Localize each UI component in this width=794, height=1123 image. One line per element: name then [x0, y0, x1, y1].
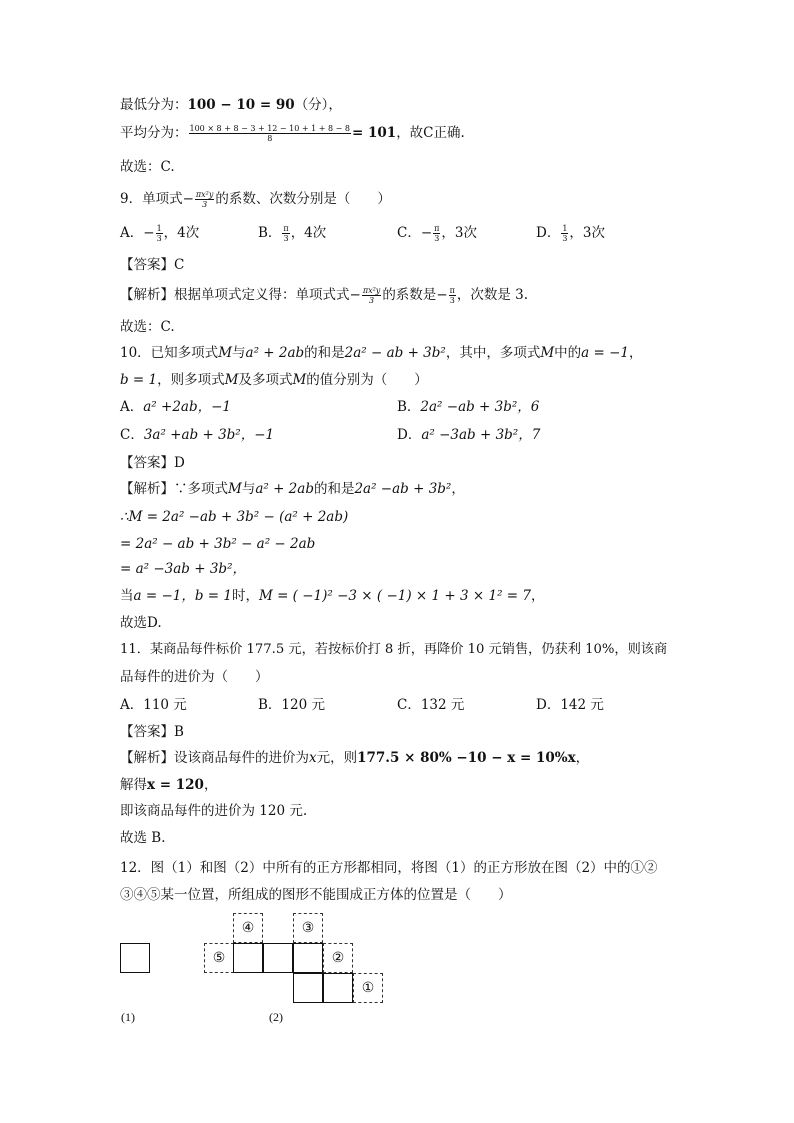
text: ，其中，多项式 [445, 345, 541, 361]
fraction [433, 224, 440, 243]
answer: 【答案】B [120, 724, 184, 740]
fraction [156, 224, 163, 243]
math: x [309, 750, 317, 766]
math: M [228, 481, 242, 497]
question-10-line1 [120, 344, 643, 362]
math: M = ( −1)² −3 × ( −1) × 1 + 3 × 1² = 7 [258, 588, 531, 604]
text: 【解析】设该商品每件的进价为 [120, 750, 309, 766]
math: M [292, 372, 307, 388]
option-b [397, 398, 539, 416]
text: A．− [120, 225, 155, 241]
text: A． [120, 399, 144, 415]
question-11-line1: 11．某商品每件标价 177.5 元，若按标价打 8 折，再降价 10 元销售，仍获利 10%，则该商 [120, 642, 668, 657]
question-10-line2 [120, 371, 428, 389]
option-d [536, 224, 605, 243]
text: ， [203, 777, 218, 793]
position-4 [233, 913, 263, 943]
position-3 [293, 913, 323, 943]
math: 100 − 10 = 90 [187, 97, 295, 113]
denominator: 8 [267, 134, 273, 143]
option-d: D．142 元 [536, 697, 604, 713]
numerator: πx²y [362, 286, 381, 295]
math: = 101 [351, 125, 397, 141]
math: a = −1 [581, 345, 629, 361]
text: 的和是 [304, 345, 345, 361]
text: 【解析】∵多项式 [120, 481, 228, 497]
math: − [182, 191, 194, 207]
question-9 [120, 190, 391, 209]
option-c [397, 224, 477, 243]
text: B． [258, 225, 282, 241]
numerator: 100 × 8 + 8 − 3 + 12 − 10 + 1 + 8 − 8 [189, 124, 350, 133]
denominator: 3 [202, 200, 208, 209]
text: ， [575, 750, 590, 766]
text-line: 故选：C. [120, 319, 175, 335]
circled-1: ① [361, 980, 375, 996]
denominator: 3 [283, 234, 289, 243]
denominator: 3 [369, 296, 375, 305]
math-line: ∴M = 2a² −ab + 3b² − (a² + 2ab) [120, 509, 349, 525]
text: 最低分为： [120, 97, 188, 113]
text-line [120, 124, 465, 143]
question-12-line1: 12．图（1）和图（2）中所有的正方形都相同，将图（1）的正方形放在图（2）中的①② [120, 860, 658, 876]
text-line: 即该商品每件的进价为 120 元. [120, 803, 308, 819]
option-c [120, 426, 274, 444]
text: C． [120, 427, 144, 443]
text-line [120, 96, 342, 114]
option-a [120, 224, 199, 243]
net-square [323, 973, 353, 1003]
net-square [263, 943, 293, 973]
text: 当 [120, 588, 134, 604]
option-c: C．132 元 [397, 697, 465, 713]
text: 10．已知多项式 [120, 345, 219, 361]
option-a [120, 398, 231, 416]
text: C．− [397, 225, 433, 241]
fraction [449, 286, 456, 305]
math: 2a² − ab + 3b² [344, 345, 446, 361]
text-line: 故选：C. [120, 159, 175, 175]
math-line [120, 587, 544, 605]
text: ，3次 [441, 225, 478, 241]
math: a² −3ab + 3b²，7 [421, 427, 541, 443]
text: 及多项式 [238, 372, 293, 388]
text: 的和是 [313, 481, 355, 497]
text: ，4次 [163, 225, 200, 241]
text: 的系数是 [382, 287, 437, 303]
math: b = 1 [120, 372, 158, 388]
numerator: π [449, 286, 455, 295]
math-line: = 2a² − ab + 3b² − a² − 2ab [120, 536, 316, 552]
numerator: 1 [156, 224, 162, 233]
answer: 【答案】D [120, 455, 185, 471]
denominator: 3 [562, 234, 568, 243]
fraction [362, 286, 382, 305]
question-11-line2: 品每件的进价为（ ） [120, 669, 269, 685]
math: 2a² −ab + 3b² [354, 481, 452, 497]
text: 与 [241, 481, 256, 497]
text: 的系数、次数分别是（ ） [215, 191, 391, 207]
circled-2: ② [331, 950, 345, 966]
net-square [293, 943, 323, 973]
numerator: π [434, 224, 440, 233]
fraction [561, 224, 568, 243]
text: 的值分别为（ ） [306, 372, 428, 388]
option-a: A．110 元 [120, 697, 187, 713]
math: − [349, 287, 361, 303]
question-12-line2: ③④⑤某一位置，所组成的图形不能围成正方体的位置是（ ） [120, 887, 512, 903]
net-square [233, 943, 263, 973]
text: （分）， [294, 97, 342, 113]
numerator: 1 [562, 224, 568, 233]
circled-5: ⑤ [212, 950, 226, 966]
explanation [120, 480, 465, 498]
text-line: 故选 B. [120, 830, 166, 846]
figure-1-label: (1) [121, 1010, 135, 1024]
circled-4: ④ [241, 920, 255, 936]
text: 9．单项式 [120, 191, 183, 207]
option-d [397, 426, 540, 444]
text: B． [397, 399, 421, 415]
position-5 [204, 943, 234, 973]
text: ，故C正确. [396, 125, 465, 141]
text-line: 故选D. [120, 615, 162, 631]
math: 177.5 × 80% −10 − x = 10%x [357, 750, 576, 766]
text: 中的 [554, 345, 582, 361]
fraction [195, 190, 215, 209]
math: a² + 2ab [245, 345, 305, 361]
text: 平均分为： [120, 125, 188, 141]
position-1 [353, 973, 383, 1003]
text: ，4次 [290, 225, 327, 241]
answer: 【答案】C [120, 257, 185, 273]
text: ，次数是 3. [456, 287, 529, 303]
net-square [293, 973, 323, 1003]
math: M [218, 345, 233, 361]
text: 【解析】根据单项式定义得：单项式式 [120, 287, 350, 303]
text: ， [629, 345, 643, 361]
numerator: π [283, 224, 289, 233]
math: a² +2ab，−1 [143, 399, 231, 415]
fraction [189, 124, 351, 143]
text: 时， [231, 588, 259, 604]
math: a² + 2ab [255, 481, 314, 497]
figure-1-square [120, 943, 150, 973]
text: D． [536, 225, 561, 241]
math: − [436, 287, 448, 303]
denominator: 3 [156, 234, 162, 243]
text: 元，则 [316, 750, 358, 766]
text: 解得 [120, 777, 147, 793]
denominator: 3 [434, 234, 440, 243]
text: D． [397, 427, 422, 443]
text: ， [451, 481, 465, 497]
math: a = −1，b = 1 [133, 588, 232, 604]
explanation [120, 749, 589, 767]
math: x = 120 [147, 777, 204, 793]
option-b: B．120 元 [258, 697, 325, 713]
text: 与 [232, 345, 246, 361]
option-b [258, 224, 326, 243]
text: ， [530, 588, 545, 604]
denominator: 3 [449, 296, 455, 305]
fraction [282, 224, 289, 243]
text: ，3次 [569, 225, 606, 241]
explanation [120, 286, 528, 305]
math-line: = a² −3ab + 3b²， [120, 561, 246, 577]
position-2 [323, 943, 353, 973]
math: M [540, 345, 555, 361]
math: M [224, 372, 239, 388]
math: 3a² +ab + 3b²，−1 [143, 427, 275, 443]
math-line [120, 776, 217, 794]
text: ，则多项式 [157, 372, 225, 388]
circled-3: ③ [301, 920, 315, 936]
math: 2a² −ab + 3b²，6 [420, 399, 540, 415]
figure-2-label: (2) [269, 1010, 283, 1024]
numerator: πx²y [195, 190, 214, 199]
